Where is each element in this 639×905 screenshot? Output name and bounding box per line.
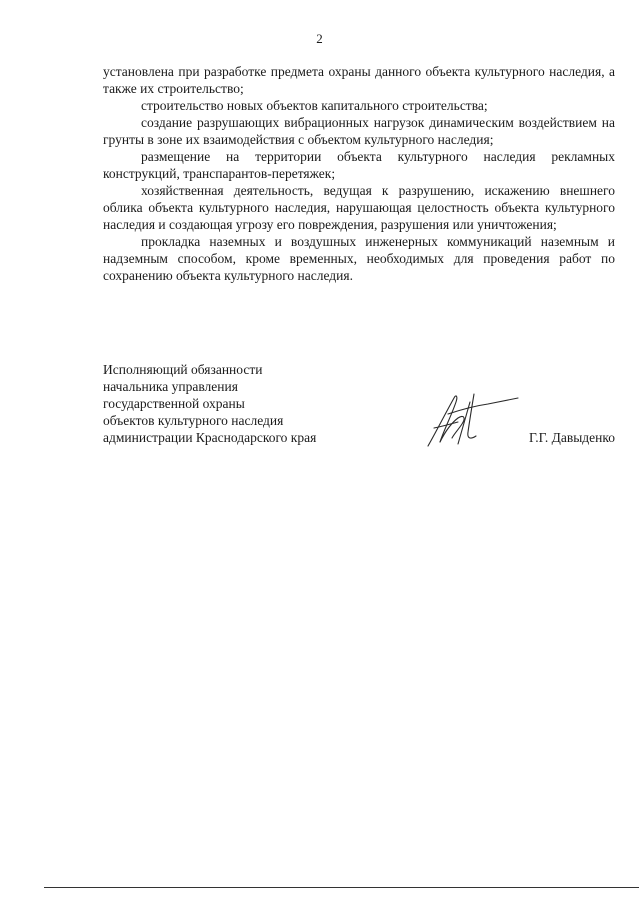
paragraph: размещение на территории объекта культурного наследия рекламных конструкций, транспарантов-перетяжек;	[103, 149, 615, 181]
signatory-title-line: объектов культурного наследия	[103, 413, 284, 428]
handwritten-signature	[414, 388, 524, 450]
signer-name: Г.Г. Давыденко	[528, 430, 615, 445]
signatory-title-line: начальника управления	[103, 379, 238, 394]
body-text	[103, 63, 615, 284]
signatory-title	[103, 361, 316, 446]
signatory-title-line: государственной охраны	[103, 396, 245, 411]
page-number: 2	[316, 31, 323, 46]
paragraph: прокладка наземных и воздушных инженерных коммуникаций наземным и надземным способом, кроме временных, необходимых для проведения работ по сохранению объекта культурного наследия.	[103, 234, 615, 283]
paragraph: установлена при разработке предмета охраны данного объекта культурного наследия, а также их строительство;	[103, 64, 615, 96]
signatory-title-line: администрации Краснодарского края	[103, 430, 317, 445]
paragraph: строительство новых объектов капитального строительства;	[141, 98, 488, 113]
paragraph: создание разрушающих вибрационных нагрузок динамическим воздействием на грунты в зоне их взаимодействия с объектом культурного наследия;	[103, 115, 615, 147]
signatory-title-line: Исполняющий обязанности	[103, 362, 263, 377]
paragraph: хозяйственная деятельность, ведущая к разрушению, искажению внешнего облика объекта культурного наследия, нарушающая целостность объекта культурного наследия и создающая угрозу его повреждения, разрушения или уничтожения;	[103, 183, 615, 232]
footer-divider	[44, 887, 639, 888]
